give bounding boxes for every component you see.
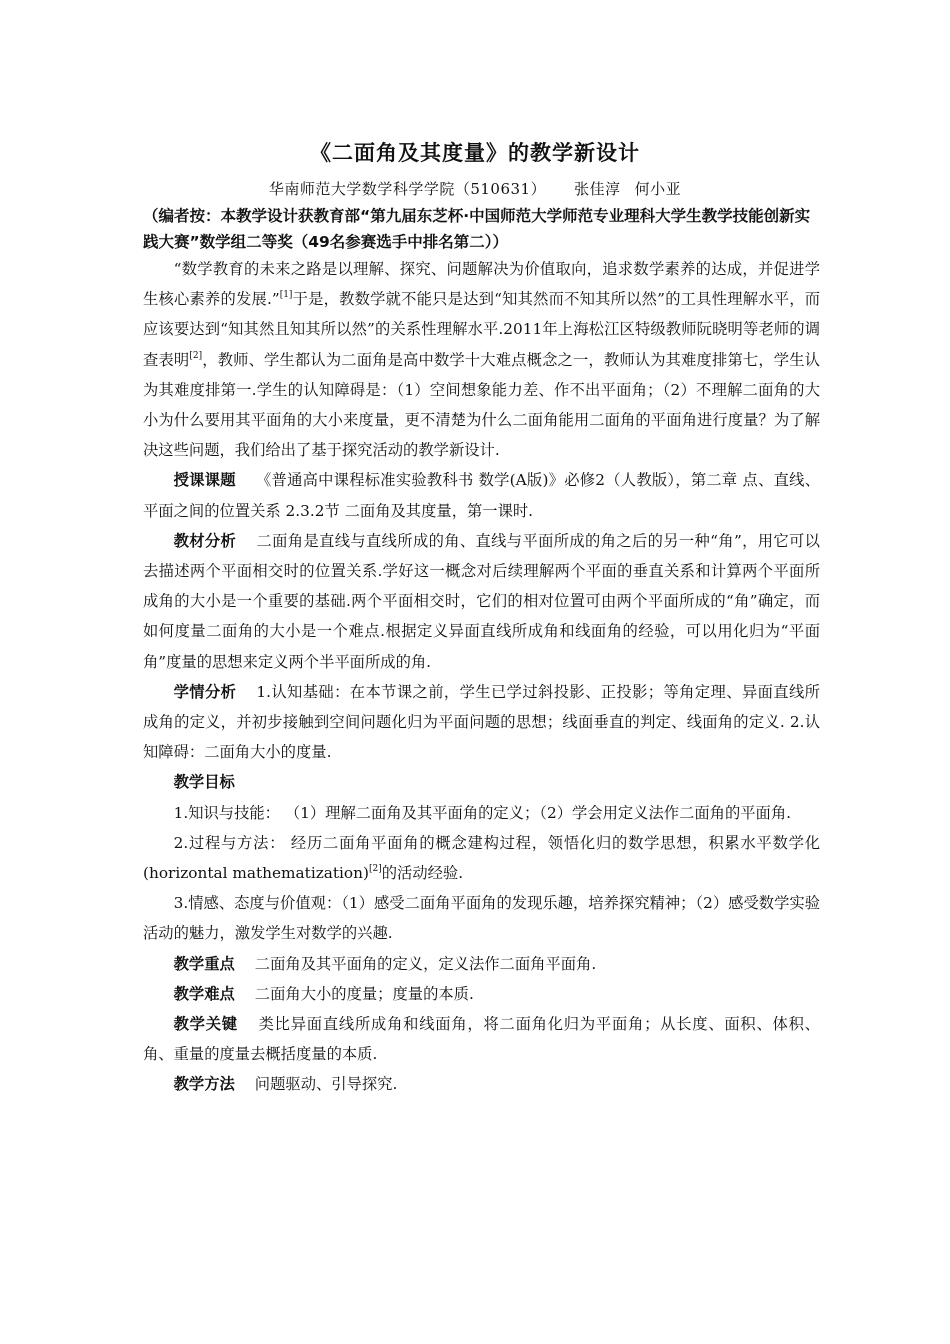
goals-heading-paragraph — [143, 767, 820, 797]
page-title: 《二面角及其度量》的教学新设计 — [310, 141, 640, 165]
difficulty-text: 二面角大小的度量；度量的本质. — [254, 984, 474, 1003]
intro-paragraph: “数学教育的未来之路是以理解、探究、问题解决为价值取向，追求数学素养的达成，并促进学生核心素养的发展.”[1]于是，教数学就不能只是达到“知其然而不知其所以然”的工具性理解水平，而应该要达到“知其然且知其所以然”的关系性理解水平.2011年上海松江区特级教师阮晓明等老师的调查表明[2]，教师、学生都认为二面角是高中数学十大难点概念之一，教师认为其难度排第七，学生认为其难度排第一.学生的认知障碍是：（1）空间想象能力差、作不出平面角；（2）不理解二面角的大小为什么要用其平面角的大小来度量，更不清楚为什么二面角能用二面角的平面角进行度量？为了解决这些问题，我们给出了基于探究活动的教学新设计. — [143, 260, 820, 460]
method-paragraph — [143, 1069, 820, 1099]
author-line — [0, 178, 950, 199]
key-point-text: 二面角及其平面角的定义，定义法作二面角平面角. — [254, 954, 597, 973]
topic-label: 授课课题 — [173, 471, 236, 490]
method-label: 教学方法 — [173, 1075, 235, 1094]
goal-1: 1.知识与技能： （1）理解二面角及其平面角的定义；（2）学会用定义法作二面角的平面角. — [173, 803, 792, 822]
topic-paragraph — [143, 465, 820, 525]
method-text: 问题驱动、引导探究. — [254, 1075, 398, 1094]
learner-text: 1.认知基础：在本节课之前，学生已学过斜投影、正投影；等角定理、异面直线所成角的定义，并初步接触到空间问题化归为平面问题的思想；线面垂直的判定、线面角的定义. 2.认知障碍：二面角大小的度量. — [143, 682, 820, 762]
material-paragraph — [143, 526, 820, 677]
editor-note: （编者按：本教学设计获教育部“第九届东芝杯·中国师范大学师范专业理科大学生教学技能创新实践大赛”数学组二等奖（49名参赛选手中排名第二）） — [143, 207, 811, 251]
topic-text: 《普通高中课程标准实验教科书 数学(A版)》必修2（人教版），第二章 点、直线、平面之间的位置关系 2.3.2节 二面角及其度量，第一课时. — [143, 471, 820, 520]
crux-paragraph — [143, 1009, 820, 1069]
crux-label: 教学关键 — [173, 1015, 238, 1034]
affiliation: 华南师范大学数学科学学院（510631） — [268, 180, 547, 198]
author-1: 张佳淳 — [574, 180, 621, 198]
key-point-paragraph — [143, 949, 820, 979]
material-label: 教材分析 — [173, 531, 237, 550]
citation-goal: [2] — [368, 864, 382, 875]
difficulty-label: 教学难点 — [173, 984, 235, 1003]
goals-label: 教学目标 — [173, 773, 235, 792]
difficulty-paragraph — [143, 979, 820, 1009]
crux-text: 类比异面直线所成角和线面角，将二面角化归为平面角；从长度、面积、体积、角、重量的度量去概括度量的本质. — [143, 1015, 820, 1064]
goal-3: 3.情感、态度与价值观：（1）感受二面角平面角的发现乐趣，培养探究精神；（2）感受数学实验活动的魅力，激发学生对数学的兴趣. — [143, 894, 820, 943]
learner-label: 学情分析 — [173, 682, 237, 701]
citation-2: [2] — [189, 350, 203, 361]
citation-1: [1] — [279, 290, 293, 301]
key-point-label: 教学重点 — [173, 954, 235, 973]
goal-2: 2.过程与方法： 经历二面角平面角的概念建构过程，领悟化归的数学思想，积累水平数学化(horizontal mathematization)[2]的活动经验. — [143, 833, 820, 883]
author-2: 何小亚 — [634, 180, 682, 198]
material-text: 二面角是直线与直线所成的角、直线与平面所成的角之后的另一种“角”，用它可以去描述两个平面相交时的位置关系.学好这一概念对后续理解两个平面的垂直关系和计算两个平面所成角的大小是一个重要的基础.两个平面相交时，它们的相对位置可由两个平面所成的“角”确定，而如何度量二面角的大小是一个难点.根据定义异面直线所成角和线面角的经验，可以用化归为“平面角”度量的思想来定义两个半平面所成的角. — [143, 531, 820, 671]
learner-paragraph — [143, 677, 820, 768]
article-body — [143, 254, 820, 1100]
